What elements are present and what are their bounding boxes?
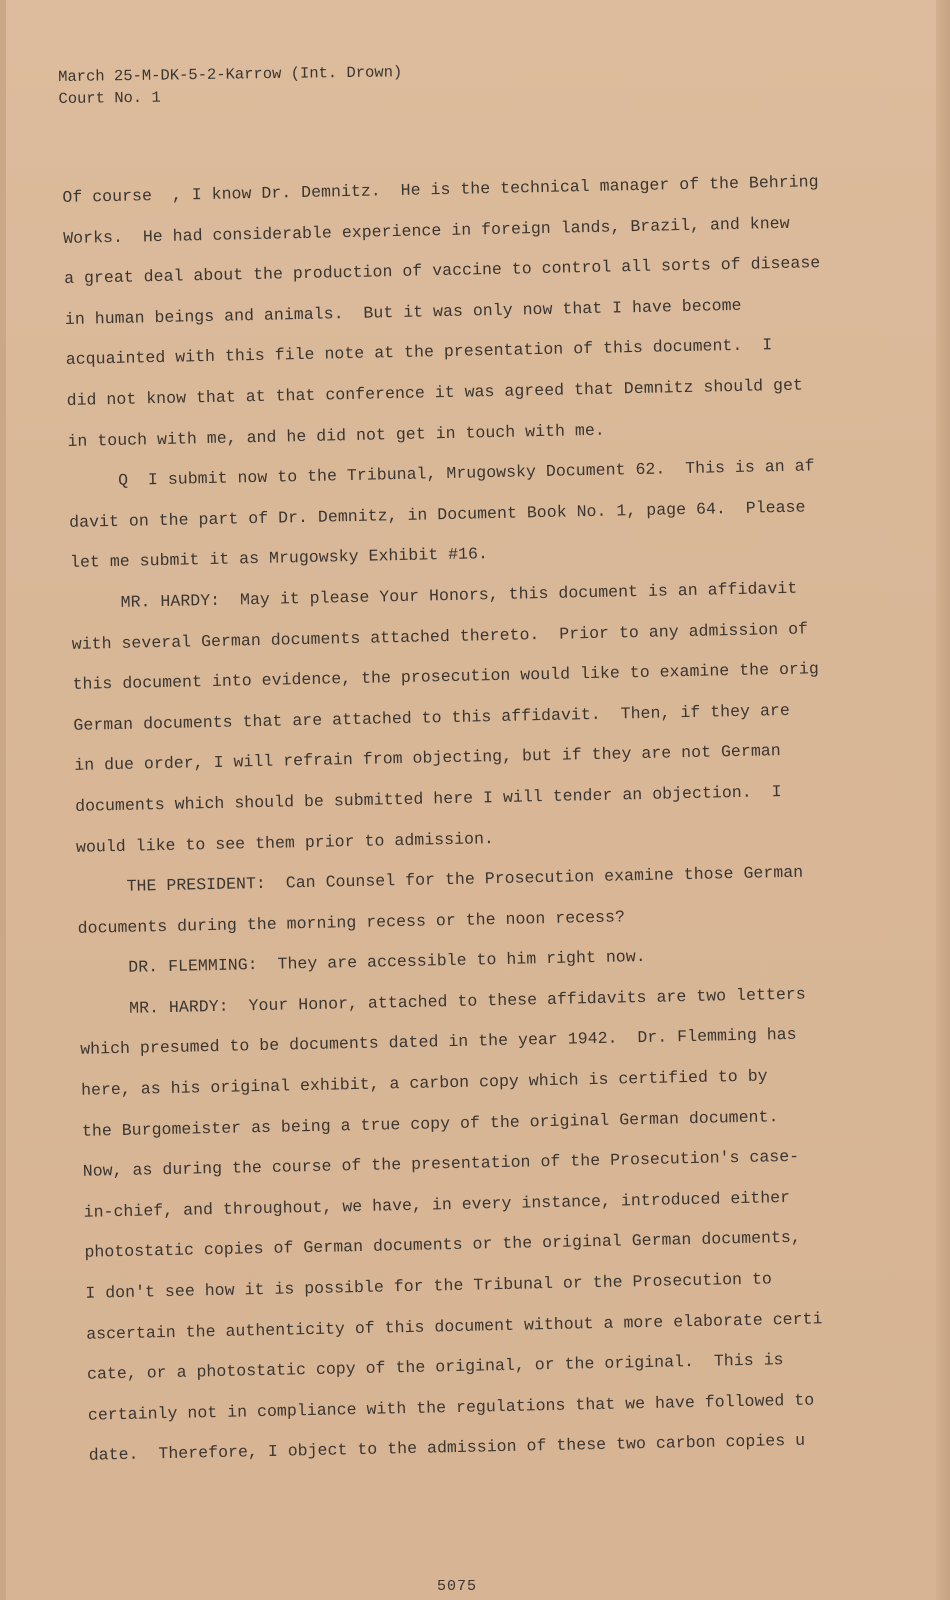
transcript-line: photostatic copies of German documents or the original German documents, xyxy=(84,1228,802,1263)
transcript-line: this document into evidence, the prosecution would like to examine the orig xyxy=(72,659,820,695)
transcript-line: acquainted with this file note at the presentation of this document. I xyxy=(65,335,773,370)
transcript-line: Now, as during the course of the presentation of the Prosecution's case- xyxy=(82,1147,800,1182)
transcript-line: Q I submit now to the Tribunal, Mrugowsky Document 62. This is an af xyxy=(68,456,815,492)
transcript-line: the Burgomeister as being a true copy of the original German document. xyxy=(81,1106,779,1141)
transcript-line: in-chief, and throughout, we have, in every instance, introduced either xyxy=(83,1187,791,1222)
transcript-line: Works. He had considerable experience in foreign lands, Brazil, and knew xyxy=(63,213,790,248)
transcript-line: in touch with me, and he did not get in touch with me. xyxy=(67,420,605,451)
transcript-line: here, as his original exhibit, a carbon copy which is certified to by xyxy=(80,1066,768,1100)
transcript-line: documents during the morning recess or the noon recess? xyxy=(77,907,626,938)
transcript-line: DR. FLEMMING: They are accessible to him right now. xyxy=(78,947,646,979)
transcript-line: davit on the part of Dr. Demnitz, in Document Book No. 1, page 64. Please xyxy=(69,497,806,532)
transcript-line: THE PRESIDENT: Can Counsel for the Prosecution examine those German xyxy=(76,862,804,897)
transcript-line: cate, or a photostatic copy of the original, or the original. This is xyxy=(86,1350,784,1384)
transcript-line: did not know that at that conference it was agreed that Demnitz should get xyxy=(66,375,804,410)
transcript-line: documents which should be submitted here I will tender an objection. I xyxy=(74,781,782,816)
transcript-line: in human beings and animals. But it was only now that I have become xyxy=(64,295,742,329)
transcript-line: German documents that are attached to this affidavit. Then, if they are xyxy=(73,700,791,735)
transcript-line: MR. HARDY: Your Honor, attached to these affidavits are two letters xyxy=(79,984,806,1019)
header-court-line: Court No. 1 xyxy=(58,88,161,108)
transcript-line: MR. HARDY: May it please Your Honors, this document is an affidavit xyxy=(70,578,798,613)
transcript-line: date. Therefore, I object to the admission of these two carbon copies u xyxy=(88,1431,806,1466)
transcript-body xyxy=(62,161,889,1476)
transcript-line: in due order, I will refrain from objecting, but if they are not German xyxy=(74,741,781,776)
transcript-line: with several German documents attached thereto. Prior to any admission of xyxy=(71,619,809,654)
transcript-line: certainly not in compliance with the regulations that we have followed to xyxy=(87,1390,815,1425)
transcript-line: I don't see how it is possible for the Tribunal or the Prosecution to xyxy=(85,1269,773,1303)
transcript-line: let me submit it as Mrugowsky Exhibit #16. xyxy=(69,544,489,573)
transcript-line: would like to see them prior to admission. xyxy=(75,828,495,857)
transcript-line: which presumed to be documents dated in the year 1942. Dr. Flemming has xyxy=(80,1025,797,1060)
transcript-line: a great deal about the production of vaccine to control all sorts of disease xyxy=(63,253,821,289)
document-header xyxy=(58,61,403,110)
transcript-line: ascertain the authenticity of this document without a more elaborate certi xyxy=(86,1308,823,1344)
transcript-line: Of course , I know Dr. Demnitz. He is the technical manager of the Behring xyxy=(62,172,819,207)
page-right-edge xyxy=(936,0,950,1600)
page-left-edge xyxy=(0,0,6,1600)
header-reference-line: March 25-M-DK-5-2-Karrow (Int. Drown) xyxy=(58,63,403,86)
page-number: 5075 xyxy=(437,1578,478,1595)
